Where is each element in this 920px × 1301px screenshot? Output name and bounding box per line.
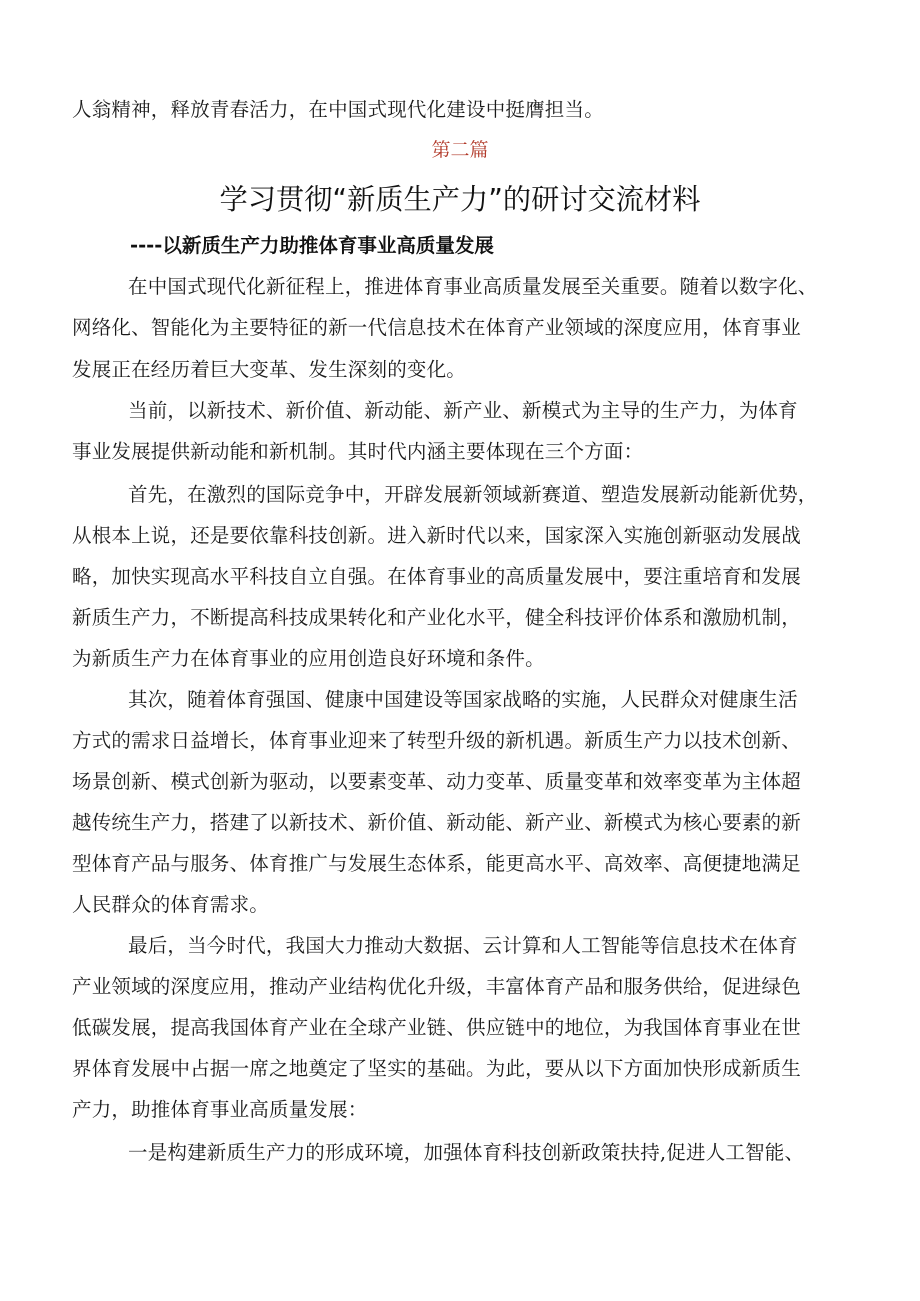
body-line: 事业发展提供新动能和新机制。其时代内涵主要体现在三个方面： xyxy=(72,440,644,463)
document-title: 学习贯彻“新质生产力”的研讨交流材料 xyxy=(219,183,701,216)
body-line: 人民群众的体育需求。 xyxy=(72,893,270,916)
body-line: 新质生产力，不断提高科技成果转化和产业化水平，健全科技评价体系和激励机制， xyxy=(72,606,801,629)
body-line: 从根本上说，还是要依靠科技创新。进入新时代以来，国家深入实施创新驱动发展战 xyxy=(72,524,801,547)
body-line: 方式的需求日益增长，体育事业迎来了转型升级的新机遇。新质生产力以技术创新、 xyxy=(72,729,801,752)
body-line: 其次，随着体育强国、健康中国建设等国家战略的实施，人民群众对健康生活 xyxy=(128,688,798,711)
previous-paragraph-tail: 人翁精神，释放青春活力，在中国式现代化建设中挺膺担当。 xyxy=(72,98,604,121)
body-line: 在中国式现代化新征程上，推进体育事业高质量发展至关重要。随着以数字化、 xyxy=(128,275,818,298)
body-line: 型体育产品与服务、体育推广与发展生态体系，能更高水平、高效率、高便捷地满足 xyxy=(72,852,801,875)
body-line: 为新质生产力在体育事业的应用创造良好环境和条件。 xyxy=(72,647,545,670)
body-line: 低碳发展，提高我国体育产业在全球产业链、供应链中的地位，为我国体育事业在世 xyxy=(72,1016,801,1039)
body-line: 产业领域的深度应用，推动产业结构优化升级，丰富体育产品和服务供给，促进绿色 xyxy=(72,975,801,998)
body-line: 产力，助推体育事业高质量发展： xyxy=(72,1098,368,1121)
body-line: 界体育发展中占据一席之地奠定了坚实的基础。为此，要从以下方面加快形成新质生 xyxy=(72,1057,801,1080)
part-label: 第二篇 xyxy=(431,139,489,161)
body-line: 场景创新、模式创新为驱动，以要素变革、动力变革、质量变革和效率变革为主体超 xyxy=(72,770,801,793)
body-line: 略，加快实现高水平科技自立自强。在体育事业的高质量发展中，要注重培育和发展 xyxy=(72,565,801,588)
body-line: 一是构建新质生产力的形成环境，加强体育科技创新政策扶持,促进人工智能、 xyxy=(128,1141,805,1164)
document-subtitle: ----以新质生产力助推体育事业高质量发展 xyxy=(130,234,494,257)
body-line: 网络化、智能化为主要特征的新一代信息技术在体育产业领域的深度应用，体育事业 xyxy=(72,316,801,339)
body-line: 首先，在激烈的国际竞争中，开辟发展新领域新赛道、塑造发展新动能新优势， xyxy=(128,483,818,506)
body-line: 发展正在经历着巨大变革、发生深刻的变化。 xyxy=(72,358,467,381)
body-line: 当前，以新技术、新价值、新动能、新产业、新模式为主导的生产力，为体育 xyxy=(128,399,798,422)
body-line: 最后，当今时代，我国大力推动大数据、云计算和人工智能等信息技术在体育 xyxy=(128,934,798,957)
body-line: 越传统生产力，搭建了以新技术、新价值、新动能、新产业、新模式为核心要素的新 xyxy=(72,811,801,834)
